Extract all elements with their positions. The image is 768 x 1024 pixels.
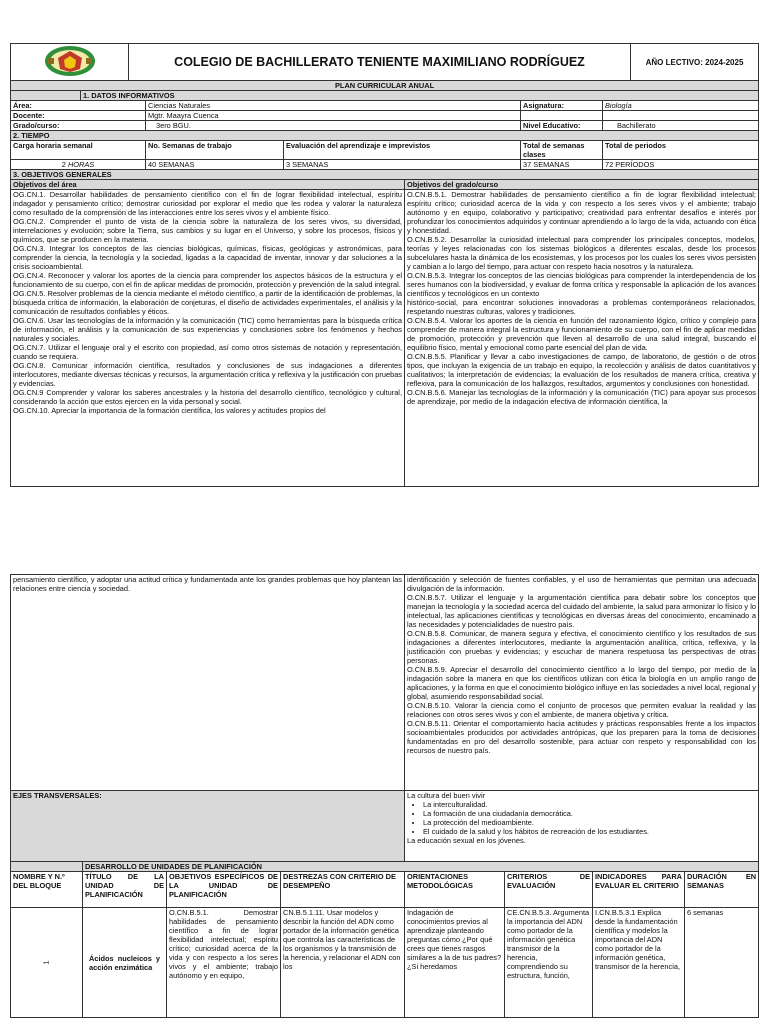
objetivos-area-header: Objetivos del área xyxy=(11,180,405,190)
academic-year: AÑO LECTIVO: 2024-2025 xyxy=(631,44,759,81)
desarrollo-title: DESARROLLO DE UNIDADES DE PLANIFICACIÓN xyxy=(83,862,759,872)
unidad-objetivos: O.CN.B.5.1. Demostrar habilidades de pensamiento científico a fin de lograr flexibilidad intelectual; espíritu crítico; curiosidad acerca de la vida y con respecto a los seres vivos y el ambiente; trabajo autónomo y en equipo, xyxy=(167,908,281,1018)
objetivo-grado-item: O.CN.B.5.10. Valorar la ciencia como el conjunto de procesos que permiten evaluar la realidad y las relaciones con otros seres vivos y con el ambiente, de manera objetiva y crítica. xyxy=(407,701,756,719)
bloque-number xyxy=(11,908,83,1018)
tiempo-v3: 3 SEMANAS xyxy=(284,160,521,170)
nivel-value: Bachillerato xyxy=(603,121,759,131)
tiempo-h4: Total de semanas clases xyxy=(521,141,603,160)
objetivo-area-item: OG.CN.4. Reconocer y valorar los aportes de la ciencia para comprender los aspectos básicos de la estructura y el funcionamiento de su cuerpo, con el fin de aplicar medidas de promoción, protección y prevención de la salud integral. xyxy=(13,271,402,289)
tiempo-h3: Evaluación del aprendizaje e imprevistos xyxy=(284,141,521,160)
ejes-intro: La cultura del buen vivir xyxy=(407,791,486,800)
objetivo-grado-item: O.CN.B.5.1. Demostrar habilidades de pensamiento científico a fin de lograr flexibilidad intelectual; espíritu crítico; curiosidad acerca de la vida y con respecto a los seres vivos y el ambiente; trabajo autónomo y en equipo, colaborativo y participativo; creatividad para enfrentar desafíos e interés por profundizar los conocimientos adquiridos y continuar aprendiendo a lo largo de la vida, actuando con ética y honestidad. xyxy=(407,190,756,235)
docente-spacer-2 xyxy=(603,111,759,121)
objetivo-grado-item: O.CN.B.5.5. Planificar y llevar a cabo investigaciones de campo, de laboratorio, de gestión o de otros tipos, que incluyan la exigencia de un trabajo en equipo, la recolección y análisis de datos cuantitativos y cualitativos; la interpretación de evidencias; la evaluación de los resultados de manera crítica, creativa y reflexiva, para la comunicación de los hallazgos, resultados, argumentos y conclusiones con honestidad. xyxy=(407,352,756,388)
area-label: Área: xyxy=(11,101,146,111)
tiempo-v1 xyxy=(11,160,146,170)
carga-valor: 2 xyxy=(61,160,66,169)
unidad-indicadores: I.CN.B.5.3.1 Explica desde la fundamentación científica y modelos la importancia del ADN como portador de la información genética, transmisor de la herencia, xyxy=(593,908,685,1018)
objetivo-grado-item: O.CN.B.5.8. Comunicar, de manera segura y efectiva, el conocimiento científico y los resultados de sus indagaciones a diferentes interlocutores, mediante la argumentación analítica, crítica, reflexiva, y la justificación con pruebas y evidencias; y escuchar de manera respetuosa las perspectivas de otras personas. xyxy=(407,629,756,665)
school-seal-icon xyxy=(40,44,100,78)
col-criterios: CRITERIOS DE EVALUACIÓN xyxy=(505,872,593,908)
objetivos-grado-cont xyxy=(405,575,759,791)
tiempo-h5: Total de periodos xyxy=(603,141,759,160)
desarrollo-spacer xyxy=(11,862,83,872)
col-bloque: NOMBRE Y N.º DEL BLOQUE xyxy=(11,872,83,908)
section-spacer xyxy=(11,91,81,101)
ejes-item: • La protección del medioambiente. xyxy=(423,818,756,827)
ejes-label: EJES TRANSVERSALES: xyxy=(11,791,405,862)
objetivo-grado-item: O.CN.B.5.4. Valorar los aportes de la ciencia en función del razonamiento lógico, crítico y complejo para comprender de manera integral la estructura y funcionamiento de su cuerpo, con el fin de aplicar medidas de promoción, protección y prevención que lleven al desarrollo de una salud integral, buscando el equilibrio físico, mental y emocional como parte esencial del plan de vida. xyxy=(407,316,756,352)
objetivos-area-cont: pensamiento científico, y adoptar una actitud crítica y fundamentada ante los grandes problemas que hoy plantean las relaciones entre ciencia y sociedad. xyxy=(11,575,405,791)
objetivos-grado-list xyxy=(405,190,759,487)
objetivo-area-item: OG.CN.1. Desarrollar habilidades de pensamiento científico con el fin de lograr flexibilidad intelectual, espíritu indagador y pensamiento crítico; demostrar curiosidad por explorar el medio que les rodea y valorar la naturaleza como resultado de la comprensión de las interacciones entre los seres vivos y el ambiente físico. xyxy=(13,190,402,217)
objetivo-grado-item: histórico-social, para encontrar soluciones innovadoras a problemas contemporáneos relacionados, respetando nuestras culturas, valores y tradiciones. xyxy=(407,298,756,316)
plan-title: PLAN CURRICULAR ANUAL xyxy=(11,81,759,91)
objetivo-area-item: OG.CN.2. Comprender el punto de vista de la ciencia sobre la naturaleza de los seres vivos, su diversidad, interrelaciones y evolución; sobre la Tierra, sus cambios y su lugar en el Universo, y sobre los procesos, físicos y químicos, que se producen en la materia. xyxy=(13,217,402,244)
document-page-1 xyxy=(10,43,758,487)
col-orientaciones: ORIENTACIONES METODOLÓGICAS xyxy=(405,872,505,908)
asignatura-value: Biología xyxy=(603,101,759,111)
objetivo-area-item: OG.CN.8. Comunicar información científica, resultados y conclusiones de sus indagaciones a diferentes interlocutores, mediante diversas técnicas y recursos, la argumentación crítica y reflexiva y la justificación con pruebas y evidencias. xyxy=(13,361,402,388)
objetivos-table xyxy=(10,179,759,487)
header-table xyxy=(10,43,759,81)
section-objetivos: 3. OBJETIVOS GENERALES xyxy=(11,170,759,180)
tiempo-v2: 40 SEMANAS xyxy=(146,160,284,170)
col-objetivos: OBJETIVOS ESPECÍFICOS DE LA UNIDAD DE PLANIFICACIÓN xyxy=(167,872,281,908)
objetivo-grado-item: O.CN.B.5.6. Manejar las tecnologías de la información y la comunicación (TIC) para apoyar sus procesos de aprendizaje, por medio de la indagación efectiva de información científica, la xyxy=(407,388,756,406)
grado-value: 3ero BGU. xyxy=(146,121,521,131)
col-duracion: DURACIÓN EN SEMANAS xyxy=(685,872,759,908)
tiempo-h1: Carga horaria semanal xyxy=(11,141,146,160)
objetivo-area-item: OG.CN.3. Integrar los conceptos de las ciencias biológicas, químicas, físicas, geológicas y astronómicas, para comprender la ciencia, la tecnología y la sociedad, ligadas a la capacidad de inventar, innovar y dar soluciones a la crisis socioambiental. xyxy=(13,244,402,271)
school-name: COLEGIO DE BACHILLERATO TENIENTE MAXIMILIANO RODRÍGUEZ xyxy=(129,44,631,81)
objetivo-grado-item: O.CN.B.5.2. Desarrollar la curiosidad intelectual para comprender los principales conceptos, modelos, teorías y leyes relacionadas con los sistemas biológicos a diferentes escalas, desde los procesos subcelulares hasta la dinámica de los ecosistemas, y los procesos por los cuales los seres vivos persisten y cambian a lo largo del tiempo, para actuar con respeto hacia nosotros y la naturaleza. xyxy=(407,235,756,271)
objetivo-area-item: OG.CN.10. Apreciar la importancia de la formación científica, los valores y actitudes propios del xyxy=(13,406,326,415)
section-datos: 1. DATOS INFORMATIVOS xyxy=(81,91,759,101)
tiempo-v4: 37 SEMANAS xyxy=(521,160,603,170)
section-tiempo: 2. TIEMPO xyxy=(11,131,759,141)
asignatura-label: Asignatura: xyxy=(521,101,603,111)
docente-spacer xyxy=(521,111,603,121)
objetivos-grado-header: Objetivos del grado/curso xyxy=(405,180,759,190)
objetivos-cont-table xyxy=(10,574,759,862)
bloque-number-text: 1 xyxy=(42,960,51,965)
ejes-outro: La educación sexual en los jóvenes. xyxy=(407,836,526,845)
unidad-destrezas: CN.B.5.1.11. Usar modelos y describir la función del ADN como portador de la información genética que controla las características de los organismos y la transmisión de la herencia, y relacionar el ADN con los xyxy=(281,908,405,1018)
objetivo-area-item: OG.CN.9 Comprender y valorar los saberes ancestrales y la historia del desarrollo científico, tecnológico y cultural, considerando la acción que estos ejercen en la vida personal y social. xyxy=(13,388,402,406)
grado-label: Grado/curso: xyxy=(11,121,146,131)
col-indicadores: INDICADORES PARA EVALUAR EL CRITERIO xyxy=(593,872,685,908)
objetivo-grado-item: O.CN.B.5.3. Integrar los conceptos de las ciencias biológicas para comprender la interdependencia de los seres humanos con la biodiversidad, y evaluar de forma crítica y responsable la aplicación de los avances científicos y tecnológicos en un contexto xyxy=(407,271,756,298)
ejes-list xyxy=(407,800,756,836)
col-destrezas: DESTREZAS CON CRITERIO DE DESEMPEÑO xyxy=(281,872,405,908)
datos-table xyxy=(10,80,759,180)
objetivo-grado-item: O.CN.B.5.7. Utilizar el lenguaje y la argumentación científica para debatir sobre los conceptos que manejan la tecnología y la sociedad acerca del cuidado del ambiente, la salud para armonizar lo físico y lo intelectual, las aplicaciones científicas y tecnológicas en diversas áreas del conocimiento, encaminado a las necesidades y potencialidades de nuestro país. xyxy=(407,593,756,629)
tiempo-v5: 72 PERÍODOS xyxy=(603,160,759,170)
carga-unidad: HORAS xyxy=(67,160,95,169)
unidad-duracion: 6 semanas xyxy=(685,908,759,1018)
tiempo-h2: No. Semanas de trabajo xyxy=(146,141,284,160)
school-logo xyxy=(11,44,129,81)
objetivo-area-item: OG.CN.6. Usar las tecnologías de la información y la comunicación (TIC) como herramientas para la búsqueda crítica de información, el análisis y la comunicación de sus experiencias y conclusiones sobre los fenómenos y hechos naturales y sociales. xyxy=(13,316,402,343)
docente-value: Mgtr. Maayra Cuenca xyxy=(146,111,521,121)
objetivo-grado-item: O.CN.B.5.11. Orientar el comportamiento hacia actitudes y prácticas responsables frente a los impactos socioambientales producidos por actividades antrópicas, que los preparen para la toma de decisiones fundamentadas en pro del desarrollo sostenible, para actuar con respeto y responsabilidad con los recursos de nuestro país. xyxy=(407,719,756,755)
objetivo-area-item: OG.CN.7. Utilizar el lenguaje oral y el escrito con propiedad, así como otros sistemas de notación y representación, cuando se requiera. xyxy=(13,343,402,361)
docente-label: Docente: xyxy=(11,111,146,121)
nivel-label: Nivel Educativo: xyxy=(521,121,603,131)
col-titulo: TÍTULO DE LA UNIDAD DE PLANIFICACIÓN xyxy=(83,872,167,908)
objetivo-grado-item: O.CN.B.5.9. Apreciar el desarrollo del conocimiento científico a lo largo del tiempo, por medio de la indagación sobre la manera en que los científicos utilizan con ética la biología en un amplio rango de aplicaciones, y la forma en que el conocimiento biológico influye en las sociedades a nivel local, regional y global, asumiendo responsabilidad social. xyxy=(407,665,756,701)
ejes-item: • El cuidado de la salud y los hábitos de recreación de los estudiantes. xyxy=(423,827,756,836)
document-page-2 xyxy=(10,574,758,1018)
desarrollo-table xyxy=(10,861,759,1018)
ejes-content xyxy=(405,791,759,862)
unidad-orientaciones: Indagación de conocimientos previos al aprendizaje planteando preguntas cómo ¿Por qué crees que tienes rasgos similares a la de tus padres? ¿Si heredamos xyxy=(405,908,505,1018)
ejes-item: • La formación de una ciudadanía democrática. xyxy=(423,809,756,818)
unidad-criterios: CE.CN.B.5.3. Argumenta la importancia del ADN como portador de la información genética transmisor de la herencia, comprendiendo su estructura, función, xyxy=(505,908,593,1018)
objetivos-area-list xyxy=(11,190,405,487)
objetivo-grado-item: identificación y selección de fuentes confiables, y el uso de herramientas que permitan una adecuada divulgación de la información. xyxy=(407,575,756,593)
unidad-titulo: Ácidos nucleicos y acción enzimática xyxy=(83,908,167,1018)
ejes-item: • La interculturalidad. xyxy=(423,800,756,809)
area-value: Ciencias Naturales xyxy=(146,101,521,111)
objetivo-area-item: OG.CN.5. Resolver problemas de la ciencia mediante el método científico, a partir de la identificación de problemas, la búsqueda crítica de información, la elaboración de conjeturas, el diseño de actividades experimentales, el análisis y la comunicación de resultados confiables y éticos. xyxy=(13,289,402,316)
